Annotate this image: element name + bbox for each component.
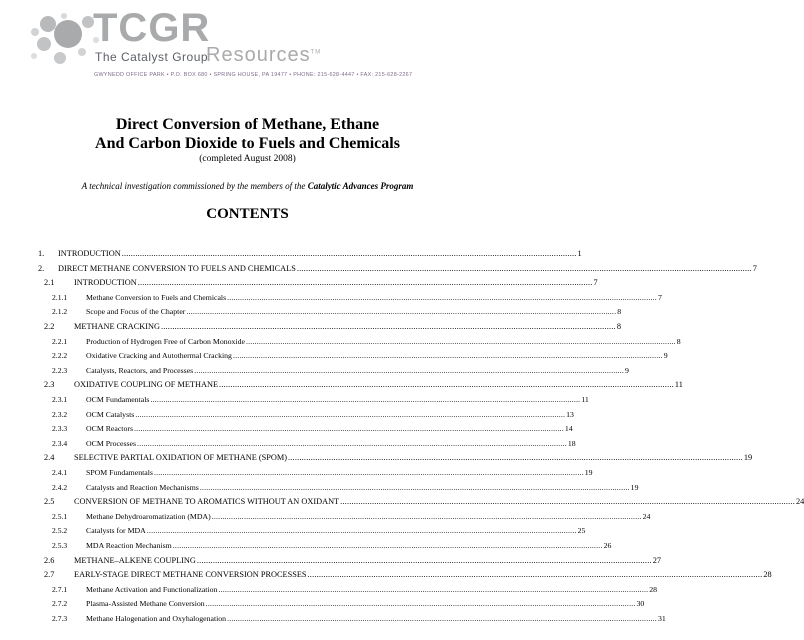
logo-resources: Resources™ — [206, 44, 322, 66]
toc-leader-dots: ........................................................................................................................................................................................................ — [172, 541, 603, 550]
toc-entry-page: 9 — [663, 351, 668, 361]
toc-entry-title: MDA Reaction Mechanism — [86, 541, 172, 550]
toc-leader-dots: ........................................................................................................................................................................................................ — [135, 409, 566, 419]
toc-entry-page: 7 — [593, 278, 598, 288]
letterhead-address: GWYNEDD OFFICE PARK • P.O. BOX 680 • SPRING HOUSE, PA 19477 • PHONE: 215-628-4447 • FAX: 215-628-2267 — [94, 72, 413, 78]
toc-entry-title: Catalysts for MDA — [86, 526, 146, 536]
toc-leader-dots: ........................................................................................................................................................................................................ — [199, 482, 630, 492]
toc-entry[interactable] — [52, 364, 629, 376]
toc-entry-title: SPOM Fundamentals — [86, 468, 153, 477]
toc-entry-page: 26 — [603, 541, 612, 550]
commission-note: A technical investigation commissioned by the members of the Catalytic Advances Program — [81, 181, 414, 191]
toc-entry-number: 2.2.3 — [52, 365, 68, 375]
toc-entry-number: 2.7 — [44, 570, 55, 580]
toc-entry-title: DIRECT METHANE CONVERSION TO FUELS AND CHEMICALS — [58, 263, 296, 273]
toc-entry-page: 8 — [617, 307, 622, 317]
toc-entry[interactable] — [44, 378, 683, 390]
toc-entry-page: 14 — [564, 424, 573, 434]
toc-entry-title: OCM Catalysts — [86, 409, 135, 419]
logo-catalyst-group: The Catalyst Group — [95, 50, 209, 64]
toc-entry[interactable] — [44, 276, 598, 288]
toc-entry-number: 2.1 — [44, 278, 55, 288]
toc-entry-title: Catalysts, Reactors, and Processes — [86, 365, 194, 375]
toc-entry[interactable] — [52, 524, 586, 536]
toc-entry-page: 13 — [566, 409, 574, 419]
contents-heading: CONTENTS — [206, 206, 289, 222]
toc-entry-page: 30 — [636, 599, 645, 609]
toc-entry-page: 19 — [584, 468, 593, 477]
toc-leader-dots: ........................................................................................................................................................................................................ — [137, 278, 593, 288]
toc-entry-number: 2.4 — [44, 453, 55, 463]
document-title — [0, 115, 495, 164]
toc-entry-page: 7 — [752, 263, 757, 273]
toc-entry[interactable] — [52, 305, 622, 317]
toc-entry-title: OCM Reactors — [86, 424, 133, 434]
toc-entry[interactable] — [52, 408, 574, 420]
toc-entry[interactable] — [44, 568, 772, 580]
toc-leader-dots: ........................................................................................................................................................................................................ — [232, 351, 663, 361]
toc-leader-dots: ........................................................................................................................................................................................................ — [205, 599, 636, 609]
toc-entry-title: METHANE–ALKENE COUPLING — [74, 555, 196, 565]
toc-entry-page: 7 — [657, 292, 662, 302]
toc-entry-title: OCM Fundamentals — [86, 395, 150, 404]
toc-entry-page: 11 — [674, 380, 683, 390]
letterhead — [0, 0, 495, 95]
toc-entry[interactable] — [52, 597, 645, 609]
completion-date: (completed August 2008) — [199, 154, 296, 164]
toc-entry-page: 28 — [763, 570, 772, 580]
toc-entry-number: 2.7.1 — [52, 584, 68, 594]
toc-entry-title: EARLY-STAGE DIRECT METHANE CONVERSION PROCESSES — [74, 570, 307, 580]
toc-leader-dots: ........................................................................................................................................................................................................ — [186, 307, 617, 317]
toc-entry[interactable] — [38, 247, 582, 259]
toc-entry-title: SELECTIVE PARTIAL OXIDATION OF METHANE (SPOM) — [74, 453, 287, 463]
toc-entry-number: 2.4.2 — [52, 482, 68, 492]
toc-entry-page: 9 — [625, 365, 629, 375]
toc-entry-title: Scope and Focus of the Chapter — [86, 307, 186, 317]
toc-entry-number: 2.3.1 — [52, 395, 68, 404]
toc-leader-dots: ........................................................................................................................................................................................................ — [146, 526, 577, 536]
toc-entry-number: 2.5.1 — [52, 511, 68, 521]
title-line-2: And Carbon Dioxide to Fuels and Chemicals — [95, 135, 400, 152]
toc-entry-page: 19 — [630, 482, 639, 492]
toc-leader-dots: ........................................................................................................................................................................................................ — [196, 555, 652, 565]
toc-entry-title: INTRODUCTION — [74, 278, 137, 288]
toc-entry-title: OXIDATIVE COUPLING OF METHANE — [74, 380, 219, 390]
toc-entry-number: 2.1.1 — [52, 292, 68, 302]
toc-entry-page: 25 — [577, 526, 586, 536]
toc-entry[interactable] — [38, 262, 757, 274]
toc-entry-title: OCM Processes — [86, 438, 137, 448]
toc-leader-dots: ........................................................................................................................................................................................................ — [219, 380, 674, 390]
toc-leader-dots: ........................................................................................................................................................................................................ — [340, 497, 795, 507]
toc-entry-number: 2. — [38, 263, 45, 273]
toc-entry-title: Methane Halogenation and Oxyhalogenation — [86, 614, 227, 623]
toc-leader-dots: ........................................................................................................................................................................................................ — [227, 292, 657, 302]
toc-entry-number: 2.3.2 — [52, 409, 68, 419]
toc-leader-dots: ........................................................................................................................................................................................................ — [137, 438, 567, 448]
toc-leader-dots: ........................................................................................................................................................................................................ — [194, 365, 625, 375]
toc-entry-number: 2.5.3 — [52, 541, 68, 550]
toc-entry[interactable] — [52, 335, 681, 347]
toc-entry-page: 24 — [642, 511, 651, 521]
toc-entry-page: 28 — [649, 584, 658, 594]
toc-leader-dots: ........................................................................................................................................................................................................ — [160, 322, 616, 331]
toc-entry[interactable] — [52, 437, 576, 449]
toc-entry-number: 2.3 — [44, 380, 55, 390]
toc-entry-page: 8 — [676, 336, 681, 346]
toc-entry-title: Plasma-Assisted Methane Conversion — [86, 599, 205, 609]
toc-entry[interactable] — [52, 291, 662, 303]
toc-entry-page: 18 — [567, 438, 576, 448]
toc-entry[interactable] — [44, 320, 621, 332]
toc-leader-dots: ........................................................................................................................................................................................................ — [134, 424, 564, 434]
toc-entry-number: 2.4.1 — [52, 468, 68, 477]
toc-entry-page: 27 — [652, 555, 662, 565]
toc-entry-number: 2.2 — [44, 322, 55, 331]
toc-entry[interactable] — [52, 481, 639, 493]
toc-entry-number: 2.7.3 — [52, 614, 68, 623]
toc-entry[interactable] — [44, 495, 804, 507]
toc-leader-dots: ........................................................................................................................................................................................................ — [307, 570, 763, 580]
toc-entry-number: 2.7.2 — [52, 599, 68, 609]
toc-leader-dots: ........................................................................................................................................................................................................ — [296, 263, 752, 273]
toc-entry-number: 2.5.2 — [52, 526, 68, 536]
toc-leader-dots: ........................................................................................................................................................................................................ — [121, 249, 577, 258]
toc-entry-title: Methane Activation and Functionalization — [86, 584, 218, 594]
toc-entry-number: 2.2.2 — [52, 351, 68, 361]
toc-entry[interactable] — [52, 612, 666, 624]
toc-entry-page: 31 — [657, 614, 666, 623]
toc-entry-page: 24 — [795, 497, 804, 507]
toc-leader-dots: ........................................................................................................................................................................................................ — [150, 395, 581, 404]
toc-entry-number: 2.6 — [44, 555, 55, 565]
toc-entry-page: 19 — [743, 453, 753, 463]
toc-entry-title: Production of Hydrogen Free of Carbon Monoxide — [86, 336, 245, 346]
toc-leader-dots: ........................................................................................................................................................................................................ — [227, 614, 657, 623]
toc-entry[interactable] — [52, 583, 658, 595]
toc-entry-title: Oxidative Cracking and Autothermal Cracking — [86, 351, 232, 361]
toc-entry-page: 8 — [616, 322, 621, 331]
title-line-1: Direct Conversion of Methane, Ethane — [115, 116, 380, 133]
toc-entry[interactable] — [52, 349, 668, 361]
toc-entry-number: 2.3.3 — [52, 424, 68, 434]
toc-entry-number: 1. — [38, 249, 45, 258]
toc-entry-title: INTRODUCTION — [58, 249, 121, 258]
toc-entry-page: 1 — [577, 249, 582, 258]
toc-entry-title: METHANE CRACKING — [74, 322, 160, 331]
toc-entry[interactable] — [44, 451, 753, 463]
toc-entry[interactable] — [44, 554, 662, 566]
toc-entry-number: 2.1.2 — [52, 307, 68, 317]
toc-entry-title: CONVERSION OF METHANE TO AROMATICS WITHOUT AN OXIDANT — [74, 497, 340, 507]
logo-dots-icon — [30, 12, 102, 68]
toc-entry[interactable] — [52, 510, 651, 522]
toc-entry-title: Methane Dehydroaromatization (MDA) — [86, 511, 211, 521]
toc-entry-title: Methane Conversion to Fuels and Chemicals — [86, 292, 227, 302]
toc-leader-dots: ........................................................................................................................................................................................................ — [218, 584, 649, 594]
toc-entry-number: 2.5 — [44, 497, 55, 507]
toc-entry[interactable] — [52, 393, 589, 405]
toc-entry-number: 2.2.1 — [52, 336, 68, 346]
toc-entry[interactable] — [52, 539, 612, 551]
toc-leader-dots: ........................................................................................................................................................................................................ — [288, 453, 743, 463]
toc-entry-number: 2.3.4 — [52, 438, 68, 448]
logo-wordmark: TCGR — [93, 6, 211, 50]
toc-leader-dots: ........................................................................................................................................................................................................ — [153, 468, 584, 477]
toc-entry[interactable] — [52, 422, 573, 434]
toc-entry[interactable] — [52, 466, 593, 478]
toc-entry-title: Catalysts and Reaction Mechanisms — [86, 482, 199, 492]
toc-leader-dots: ........................................................................................................................................................................................................ — [211, 511, 642, 521]
toc-entry-page: 11 — [581, 395, 589, 404]
toc-leader-dots: ........................................................................................................................................................................................................ — [245, 336, 676, 346]
